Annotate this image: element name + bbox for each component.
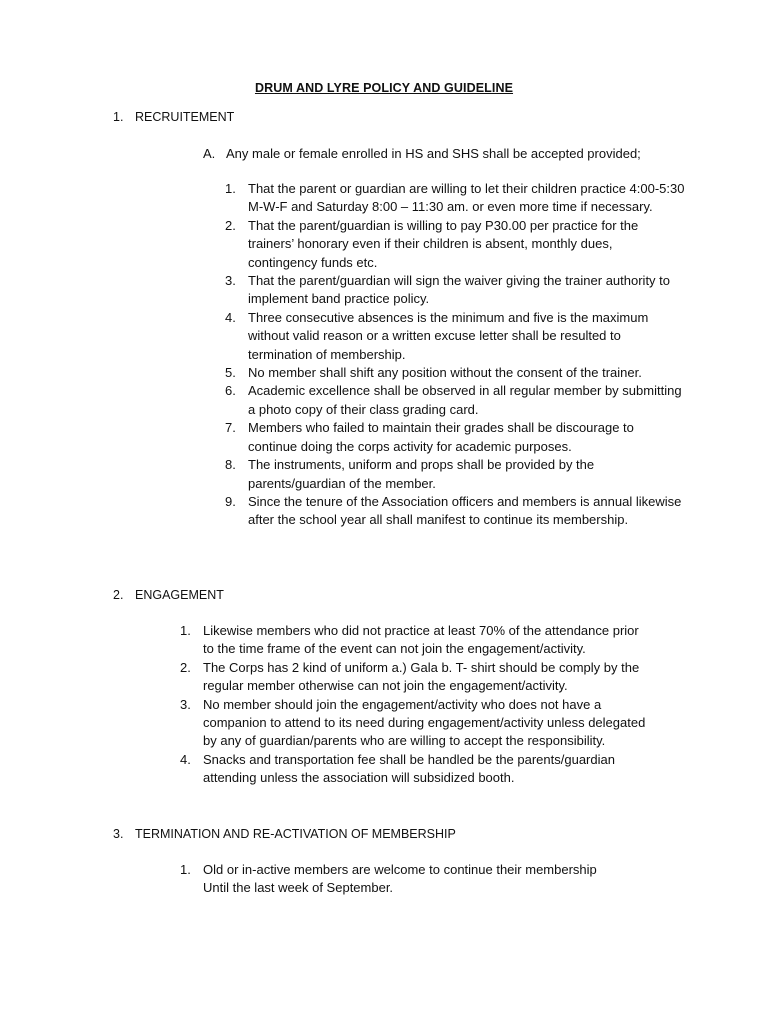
section-title: TERMINATION AND RE-ACTIVATION OF MEMBERSHIP [135, 827, 456, 841]
item-number: 4. [225, 309, 236, 325]
item-number: 7. [225, 420, 236, 436]
subsection-heading-a [203, 145, 641, 163]
list-item [225, 272, 685, 309]
item-text: No member shall shift any position without the consent of the trainer. [248, 365, 642, 381]
item-text: Academic excellence shall be observed in all regular member by submitting a photo copy of their class grading card. [248, 383, 682, 417]
section-number: 1. [113, 110, 124, 124]
section-number: 3. [113, 827, 124, 841]
item-text: Three consecutive absences is the minimum and five is the maximum without valid reason or a written excuse letter shall be resulted to termination of membership. [248, 309, 649, 362]
item-number: 2. [180, 659, 191, 675]
section-heading-termination [113, 825, 456, 843]
section-heading-recruitment [113, 108, 234, 126]
list-item [225, 309, 685, 364]
item-text-continuation: Until the last week of September. [203, 880, 394, 896]
list-item [180, 659, 650, 696]
item-text: The Corps has 2 kind of uniform a.) Gala b. T- shirt should be comply by the regular member otherwise can not join the engagement/activity. [203, 659, 640, 694]
item-text: Members who failed to maintain their grades shall be discourage to continue doing the corps activity for academic purposes. [248, 420, 634, 454]
termination-list [180, 861, 650, 898]
item-text: Old or in-active members are welcome to continue their membership [203, 862, 597, 877]
subsection-letter: A. [203, 146, 216, 161]
item-text: That the parent/guardian will sign the waiver giving the trainer authority to implement band practice policy. [248, 273, 671, 307]
recruitment-list [225, 180, 685, 530]
item-number: 8. [225, 457, 236, 473]
document-title: DRUM AND LYRE POLICY AND GUIDELINE [254, 81, 514, 95]
list-item [225, 180, 685, 217]
list-item [225, 456, 685, 493]
section-number: 2. [113, 588, 124, 602]
item-text: That the parent or guardian are willing to let their children practice 4:00-5:30 M-W-F and Saturday 8:00 – 11:30 am. or even more time if necessary. [248, 181, 685, 215]
section-title: RECRUITEMENT [135, 110, 235, 124]
item-number: 5. [225, 365, 236, 381]
item-number: 1. [180, 623, 191, 638]
item-text: The instruments, uniform and props shall be provided by the parents/guardian of the member. [248, 457, 595, 491]
item-number: 6. [225, 383, 236, 399]
engagement-list [180, 622, 650, 788]
item-number: 1. [225, 181, 236, 196]
list-item [180, 861, 650, 898]
list-item [225, 493, 685, 530]
item-number: 1. [180, 862, 191, 877]
item-text: That the parent/guardian is willing to pay P30.00 per practice for the trainers’ honorary even if their children is absent, monthly dues, contingency funds etc. [248, 217, 639, 270]
section-title: ENGAGEMENT [135, 588, 224, 602]
list-item [180, 696, 650, 751]
item-number: 2. [225, 217, 236, 233]
list-item [225, 382, 685, 419]
item-number: 4. [180, 751, 191, 767]
item-text: Since the tenure of the Association officers and members is annual likewise after the school year all shall manifest to continue its membership. [248, 493, 682, 528]
list-item [225, 364, 685, 382]
section-heading-engagement [113, 586, 224, 604]
list-item [225, 419, 685, 456]
item-text: Likewise members who did not practice at least 70% of the attendance prior to the time frame of the event can not join the engagement/activity. [203, 623, 639, 657]
list-item [225, 217, 685, 272]
item-text: No member should join the engagement/activity who does not have a companion to attend to its need during engagement/activity unless delegated by any of guardian/parents who are willing to accept the responsibility. [203, 696, 646, 749]
subsection-text: Any male or female enrolled in HS and SHS shall be accepted provided; [226, 146, 641, 161]
item-text: Snacks and transportation fee shall be handled be the parents/guardian attending unless the association will subsidized booth. [203, 751, 615, 786]
item-number: 3. [180, 696, 191, 712]
list-item [180, 622, 650, 659]
list-item [180, 751, 650, 788]
item-number: 3. [225, 273, 236, 289]
item-number: 9. [225, 493, 236, 509]
